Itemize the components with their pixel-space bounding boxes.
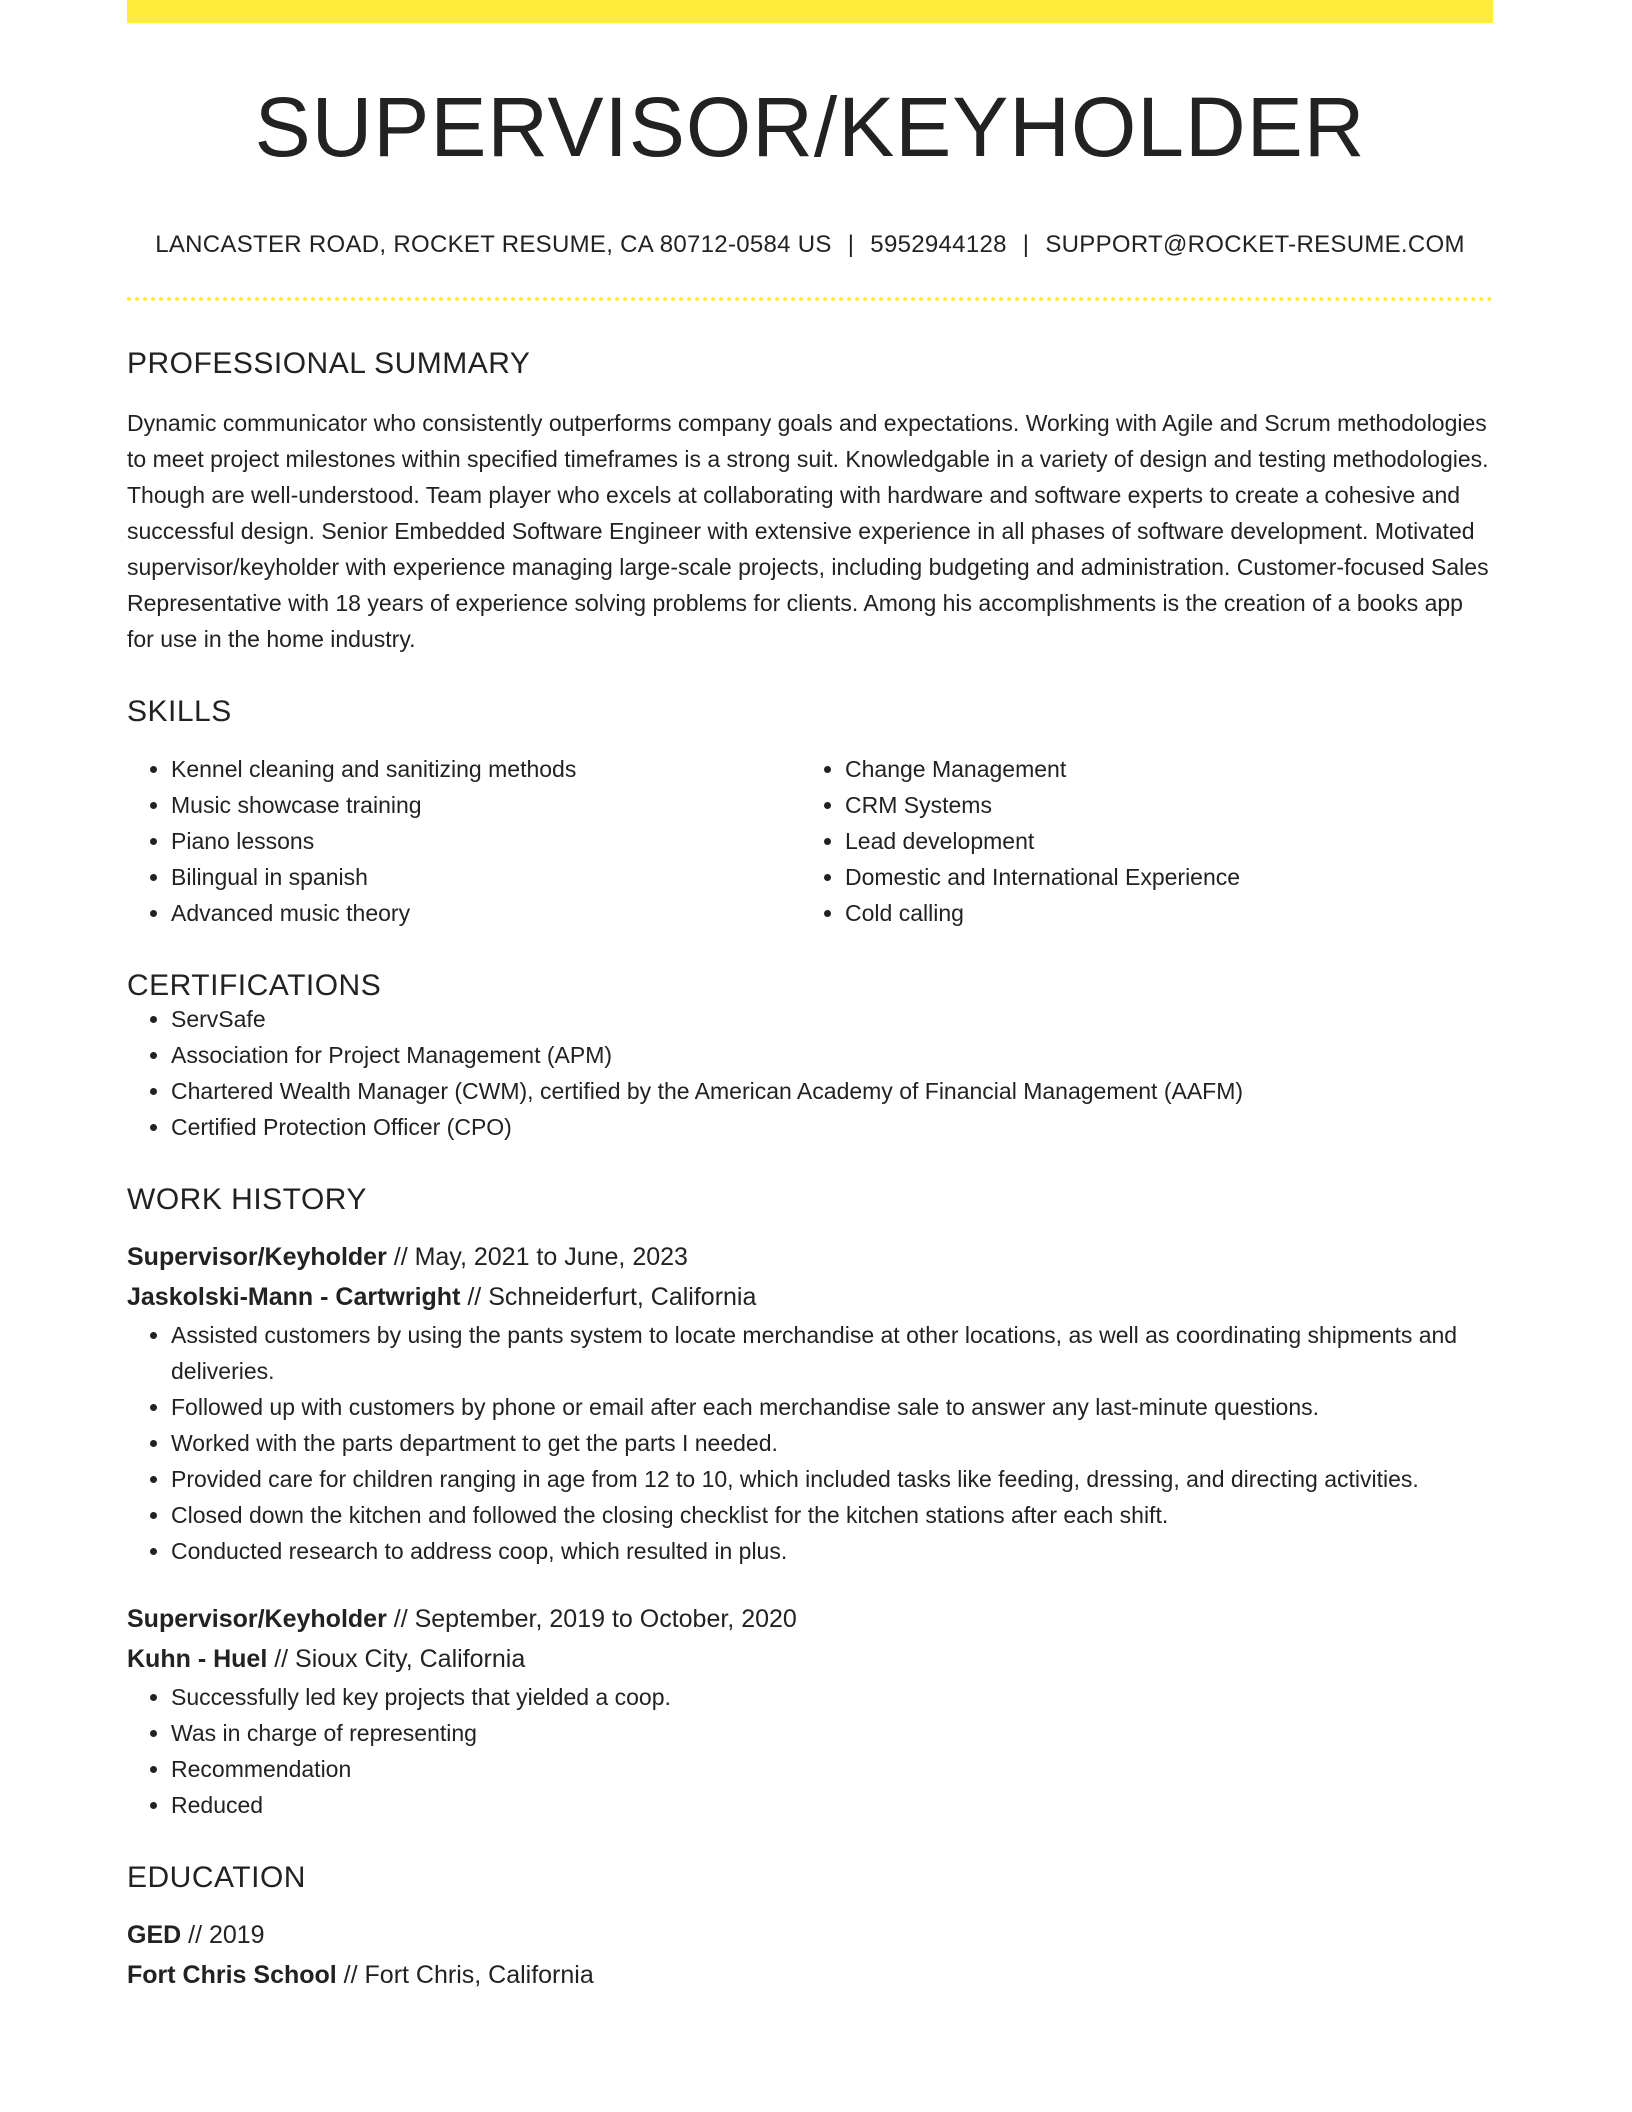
work-history-heading: WORK HISTORY <box>127 1183 367 1216</box>
skill-item: • Music showcase training <box>171 787 801 823</box>
job-bullet: • Worked with the parts department to get the parts I needed. <box>171 1425 1493 1461</box>
certification-item: • ServSafe <box>171 1001 1493 1037</box>
job-bullet: • Closed down the kitchen and followed the closing checklist for the kitchen stations after each shift. <box>171 1497 1493 1533</box>
contact-phone: 5952944128 <box>870 231 1007 258</box>
job-bullet: • Reduced <box>171 1787 1493 1823</box>
job-title-line <box>127 1599 1493 1639</box>
certification-item: • Association for Project Management (APM) <box>171 1037 1493 1073</box>
education-degree: GED <box>127 1921 182 1949</box>
summary-heading: PROFESSIONAL SUMMARY <box>127 347 531 380</box>
education-entry <box>127 1915 1493 1995</box>
contact-line <box>127 233 1493 257</box>
job-role: Supervisor/Keyholder <box>127 1243 387 1271</box>
contact-email: SUPPORT@ROCKET-RESUME.COM <box>1045 231 1465 258</box>
job-bullet: • Recommendation <box>171 1751 1493 1787</box>
skill-item: • Change Management <box>845 751 1475 787</box>
summary-text: Dynamic communicator who consistently outperforms company goals and expectations. Working with Agile and Scrum methodologies to meet project milestones within specified timeframes is a strong suit. Knowledgable in a variety of design and testing methodologies. Though are well-understood. Team player who excels at collaborating with hardware and software experts to create a cohesive and successful design. Senior Embedded Software Engineer with extensive experience in all phases of software development. Motivated supervisor/keyholder with experience managing large-scale projects, including budgeting and administration. Customer-focused Sales Representative with 18 years of experience solving problems for clients. Among his accomplishments is the creation of a books app for use in the home industry. <box>127 410 1489 652</box>
education-location: // Fort Chris, California <box>336 1961 594 1989</box>
certification-item: • Chartered Wealth Manager (CWM), certified by the American Academy of Financial Management (AAFM) <box>171 1073 1493 1109</box>
resume-name: SUPERVISOR/KEYHOLDER <box>254 80 1366 174</box>
skill-item: • CRM Systems <box>845 787 1475 823</box>
skill-item: • Domestic and International Experience <box>845 859 1475 895</box>
accent-top-bar <box>127 0 1493 23</box>
job-company: Jaskolski-Mann - Cartwright <box>127 1283 461 1311</box>
education-school: Fort Chris School <box>127 1961 337 1989</box>
job-bullets <box>127 1317 1493 1569</box>
skill-item: • Cold calling <box>845 895 1475 931</box>
education-degree-line <box>127 1915 1493 1955</box>
skill-item: • Advanced music theory <box>171 895 801 931</box>
job-title-line <box>127 1237 1493 1277</box>
job-bullet: • Followed up with customers by phone or email after each merchandise sale to answer any last-minute questions. <box>171 1389 1493 1425</box>
contact-separator: | <box>1022 231 1030 258</box>
job-dates: // May, 2021 to June, 2023 <box>386 1243 688 1271</box>
dotted-divider <box>127 297 1493 301</box>
skills-right-list <box>801 751 1475 931</box>
job-entry <box>127 1237 1493 1569</box>
job-bullets <box>127 1679 1493 1823</box>
job-company-line <box>127 1639 1493 1679</box>
job-bullet: • Assisted customers by using the pants system to locate merchandise at other locations, as well as coordinating shipments and deliveries. <box>171 1317 1493 1389</box>
certification-item: • Certified Protection Officer (CPO) <box>171 1109 1493 1145</box>
job-company: Kuhn - Huel <box>127 1645 268 1673</box>
contact-address: LANCASTER ROAD, ROCKET RESUME, CA 80712-0584 US <box>155 231 832 258</box>
skills-left-list <box>127 751 801 931</box>
job-bullet: • Successfully led key projects that yielded a coop. <box>171 1679 1493 1715</box>
resume-page <box>127 0 1493 1995</box>
job-company-line <box>127 1277 1493 1317</box>
education-heading: EDUCATION <box>127 1861 306 1894</box>
skills-grid <box>127 751 1493 931</box>
certifications-heading: CERTIFICATIONS <box>127 969 382 1002</box>
education-school-line <box>127 1955 1493 1995</box>
job-bullet: • Provided care for children ranging in age from 12 to 10, which included tasks like feeding, dressing, and directing activities. <box>171 1461 1493 1497</box>
certifications-list <box>127 1001 1493 1145</box>
contact-separator: | <box>847 231 855 258</box>
education-year: // 2019 <box>181 1921 265 1949</box>
job-entry <box>127 1599 1493 1823</box>
skill-item: • Bilingual in spanish <box>171 859 801 895</box>
job-location: // Schneiderfurt, California <box>460 1283 757 1311</box>
skills-heading: SKILLS <box>127 695 232 728</box>
skill-item: • Lead development <box>845 823 1475 859</box>
job-dates: // September, 2019 to October, 2020 <box>386 1605 797 1633</box>
job-role: Supervisor/Keyholder <box>127 1605 387 1633</box>
job-bullet: • Conducted research to address coop, which resulted in plus. <box>171 1533 1493 1569</box>
job-location: // Sioux City, California <box>267 1645 526 1673</box>
job-bullet: • Was in charge of representing <box>171 1715 1493 1751</box>
skill-item: • Piano lessons <box>171 823 801 859</box>
skill-item: • Kennel cleaning and sanitizing methods <box>171 751 801 787</box>
